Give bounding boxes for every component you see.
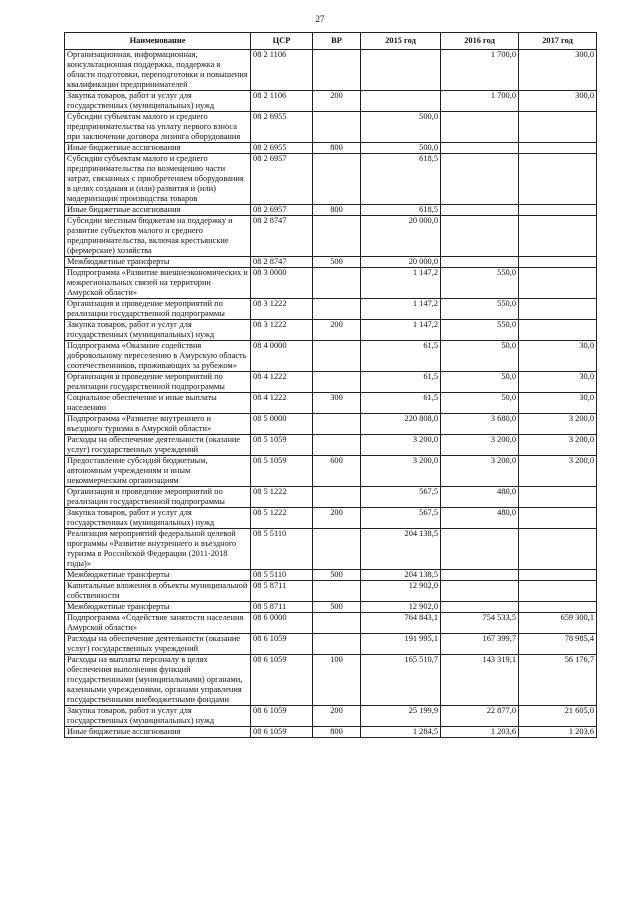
- row-vr-cell: 200: [313, 508, 361, 529]
- row-name-cell: Социальное обеспечение и иные выплаты населению: [65, 393, 251, 414]
- row-csr-cell: 08 5 5110: [251, 529, 313, 570]
- row-name-cell: Подпрограмма «Оказание содействия добровольному переселению в Амурскую область соотечественников, проживающих за рубежом»: [65, 341, 251, 372]
- row-vr-cell: 800: [313, 143, 361, 154]
- row-2016-cell: 550,0: [441, 268, 519, 299]
- row-2017-cell: 300,0: [519, 50, 597, 91]
- header-2016: 2016 год: [441, 33, 519, 50]
- row-2017-cell: [519, 154, 597, 205]
- row-2016-cell: 3 200,0: [441, 456, 519, 487]
- row-vr-cell: 500: [313, 602, 361, 613]
- row-2015-cell: 20 000,0: [361, 216, 441, 257]
- row-2015-cell: 3 200,0: [361, 456, 441, 487]
- row-2017-cell: [519, 529, 597, 570]
- row-vr-cell: 100: [313, 655, 361, 706]
- row-2016-cell: 1 700,0: [441, 50, 519, 91]
- row-vr-cell: [313, 613, 361, 634]
- row-2015-cell: 764 843,1: [361, 613, 441, 634]
- table-row: [65, 372, 597, 393]
- page-number: 27: [315, 14, 325, 24]
- row-2016-cell: 1 700,0: [441, 91, 519, 112]
- row-2015-cell: 204 138,5: [361, 570, 441, 581]
- row-2017-cell: [519, 487, 597, 508]
- row-2016-cell: [441, 216, 519, 257]
- row-2015-cell: 165 510,7: [361, 655, 441, 706]
- row-2016-cell: [441, 602, 519, 613]
- row-2015-cell: [361, 50, 441, 91]
- row-2016-cell: 1 203,6: [441, 727, 519, 738]
- row-2015-cell: 1 284,5: [361, 727, 441, 738]
- row-csr-cell: 08 4 1222: [251, 393, 313, 414]
- row-2017-cell: [519, 570, 597, 581]
- table-row: [65, 727, 597, 738]
- row-2017-cell: [519, 143, 597, 154]
- row-csr-cell: 08 6 0000: [251, 613, 313, 634]
- row-2017-cell: 30,0: [519, 341, 597, 372]
- row-2017-cell: 300,0: [519, 91, 597, 112]
- row-csr-cell: 08 5 8711: [251, 602, 313, 613]
- row-2015-cell: [361, 91, 441, 112]
- row-2017-cell: [519, 299, 597, 320]
- row-vr-cell: [313, 112, 361, 143]
- row-vr-cell: 500: [313, 570, 361, 581]
- table-row: [65, 529, 597, 570]
- row-2015-cell: 220 808,0: [361, 414, 441, 435]
- row-vr-cell: 300: [313, 393, 361, 414]
- table-row: [65, 50, 597, 91]
- row-2015-cell: 1 147,2: [361, 320, 441, 341]
- row-csr-cell: 08 6 1059: [251, 634, 313, 655]
- table-row: [65, 456, 597, 487]
- table-row: [65, 613, 597, 634]
- row-csr-cell: 08 6 1059: [251, 706, 313, 727]
- table-row: [65, 268, 597, 299]
- row-name-cell: Реализация мероприятий федеральной целевой программы «Развитие внутреннего и въездного туризма в Российской Федерации (2011-2018 годы)»: [65, 529, 251, 570]
- row-csr-cell: 08 5 5110: [251, 570, 313, 581]
- table-row: [65, 143, 597, 154]
- row-2016-cell: [441, 112, 519, 143]
- table-row: [65, 154, 597, 205]
- row-csr-cell: 08 3 1222: [251, 320, 313, 341]
- row-2016-cell: 3 680,0: [441, 414, 519, 435]
- row-vr-cell: [313, 414, 361, 435]
- table-row: [65, 299, 597, 320]
- row-name-cell: Расходы на выплаты персоналу в целях обеспечения выполнения функций государственными (муниципальными) органами, казенными учреждениями, органами управления государственными внебюджетными фондами: [65, 655, 251, 706]
- row-name-cell: Закупка товаров, работ и услуг для государственных (муниципальных) нужд: [65, 706, 251, 727]
- table-row: [65, 581, 597, 602]
- header-2015: 2015 год: [361, 33, 441, 50]
- row-vr-cell: [313, 50, 361, 91]
- table-row: [65, 602, 597, 613]
- row-vr-cell: [313, 216, 361, 257]
- row-vr-cell: 500: [313, 257, 361, 268]
- row-name-cell: Иные бюджетные ассигнования: [65, 727, 251, 738]
- row-2016-cell: [441, 143, 519, 154]
- row-2016-cell: [441, 205, 519, 216]
- table-row: [65, 216, 597, 257]
- row-name-cell: Расходы на обеспечение деятельности (оказание услуг) государственных учреждений: [65, 634, 251, 655]
- row-name-cell: Закупка товаров, работ и услуг для государственных (муниципальных) нужд: [65, 91, 251, 112]
- row-vr-cell: 200: [313, 320, 361, 341]
- row-vr-cell: [313, 268, 361, 299]
- row-2015-cell: 12 902,0: [361, 602, 441, 613]
- row-2017-cell: 21 605,0: [519, 706, 597, 727]
- row-2017-cell: 3 200,0: [519, 414, 597, 435]
- header-csr: ЦСР: [251, 33, 313, 50]
- row-2017-cell: [519, 602, 597, 613]
- row-name-cell: Подпрограмма «Содействие занятости населения Амурской области»: [65, 613, 251, 634]
- row-csr-cell: 08 5 1059: [251, 456, 313, 487]
- row-2016-cell: 22 877,0: [441, 706, 519, 727]
- row-name-cell: Предоставление субсидий бюджетным, автономным учреждениям и иным некоммерческим организациям: [65, 456, 251, 487]
- row-vr-cell: [313, 435, 361, 456]
- row-2017-cell: 1 203,6: [519, 727, 597, 738]
- row-name-cell: Иные бюджетные ассигнования: [65, 143, 251, 154]
- row-2016-cell: 754 533,5: [441, 613, 519, 634]
- row-name-cell: Межбюджетные трансферты: [65, 602, 251, 613]
- row-2017-cell: 56 176,7: [519, 655, 597, 706]
- row-2017-cell: [519, 205, 597, 216]
- row-vr-cell: [313, 299, 361, 320]
- row-2015-cell: 618,5: [361, 205, 441, 216]
- row-vr-cell: 200: [313, 706, 361, 727]
- table-row: [65, 487, 597, 508]
- table-row: [65, 112, 597, 143]
- row-vr-cell: 600: [313, 456, 361, 487]
- row-2015-cell: 12 902,0: [361, 581, 441, 602]
- row-vr-cell: [313, 634, 361, 655]
- row-csr-cell: 08 2 1106: [251, 50, 313, 91]
- row-name-cell: Субсидии местным бюджетам на поддержку и развитие субъектов малого и среднего предпринимательства, включая крестьянские (фермерские) хозяйства: [65, 216, 251, 257]
- row-2016-cell: 143 319,1: [441, 655, 519, 706]
- row-vr-cell: 800: [313, 727, 361, 738]
- table-row: [65, 706, 597, 727]
- table-row: [65, 341, 597, 372]
- row-name-cell: Организация и проведение мероприятий по реализации государственной подпрограммы: [65, 372, 251, 393]
- row-2015-cell: 500,0: [361, 112, 441, 143]
- row-2016-cell: 550,0: [441, 299, 519, 320]
- row-vr-cell: [313, 581, 361, 602]
- row-2015-cell: 191 995,1: [361, 634, 441, 655]
- row-2015-cell: 61,5: [361, 341, 441, 372]
- row-2016-cell: 50,0: [441, 393, 519, 414]
- table-row: [65, 414, 597, 435]
- row-2015-cell: 61,5: [361, 393, 441, 414]
- row-name-cell: Субсидии субъектам малого и среднего предпринимательства на уплату первого взноса при заключении договора лизинга оборудования: [65, 112, 251, 143]
- row-2015-cell: 618,5: [361, 154, 441, 205]
- row-2017-cell: 659 300,1: [519, 613, 597, 634]
- row-csr-cell: 08 2 8747: [251, 257, 313, 268]
- table-row: [65, 91, 597, 112]
- row-2016-cell: 167 399,7: [441, 634, 519, 655]
- table-row: [65, 508, 597, 529]
- row-2015-cell: 1 147,2: [361, 299, 441, 320]
- row-2017-cell: 30,0: [519, 372, 597, 393]
- row-vr-cell: 800: [313, 205, 361, 216]
- row-2015-cell: 25 199,9: [361, 706, 441, 727]
- row-2015-cell: 567,5: [361, 487, 441, 508]
- row-csr-cell: 08 2 1106: [251, 91, 313, 112]
- row-csr-cell: 08 2 6957: [251, 205, 313, 216]
- row-2017-cell: 3 200,0: [519, 435, 597, 456]
- row-vr-cell: 200: [313, 91, 361, 112]
- row-vr-cell: [313, 154, 361, 205]
- row-name-cell: Межбюджетные трансферты: [65, 257, 251, 268]
- row-csr-cell: 08 6 1059: [251, 727, 313, 738]
- row-csr-cell: 08 5 8711: [251, 581, 313, 602]
- row-name-cell: Субсидии субъектам малого и среднего предпринимательства по возмещению части затрат, связанных с приобретением оборудования в целях создания и (или) развития и (или) модернизации производства товаров: [65, 154, 251, 205]
- row-name-cell: Закупка товаров, работ и услуг для государственных (муниципальных) нужд: [65, 508, 251, 529]
- row-name-cell: Подпрограмма «Развитие внешнеэкономических и межрегиональных связей на территории Амурской области»: [65, 268, 251, 299]
- row-2017-cell: 3 200,0: [519, 456, 597, 487]
- row-csr-cell: 08 3 1222: [251, 299, 313, 320]
- row-2016-cell: 3 200,0: [441, 435, 519, 456]
- row-name-cell: Организация и проведение мероприятий по реализации государственной подпрограммы: [65, 299, 251, 320]
- row-2016-cell: 50,0: [441, 372, 519, 393]
- row-vr-cell: [313, 341, 361, 372]
- row-2017-cell: [519, 268, 597, 299]
- budget-table: [64, 32, 597, 738]
- table-row: [65, 435, 597, 456]
- row-2017-cell: [519, 112, 597, 143]
- row-csr-cell: 08 5 0000: [251, 414, 313, 435]
- row-2017-cell: [519, 581, 597, 602]
- header-2017: 2017 год: [519, 33, 597, 50]
- row-2015-cell: 500,0: [361, 143, 441, 154]
- row-2016-cell: [441, 154, 519, 205]
- header-vr: ВР: [313, 33, 361, 50]
- row-2016-cell: 480,0: [441, 487, 519, 508]
- row-vr-cell: [313, 529, 361, 570]
- row-name-cell: Межбюджетные трансферты: [65, 570, 251, 581]
- row-csr-cell: 08 5 1059: [251, 435, 313, 456]
- row-csr-cell: 08 4 1222: [251, 372, 313, 393]
- table-row: [65, 320, 597, 341]
- row-2017-cell: [519, 508, 597, 529]
- row-2017-cell: 78 985,4: [519, 634, 597, 655]
- row-2016-cell: [441, 581, 519, 602]
- table-row: [65, 655, 597, 706]
- table-row: [65, 205, 597, 216]
- table-header-row: [65, 33, 597, 50]
- row-csr-cell: 08 6 1059: [251, 655, 313, 706]
- row-csr-cell: 08 5 1222: [251, 508, 313, 529]
- table-row: [65, 257, 597, 268]
- header-name: Наименование: [65, 33, 251, 50]
- row-2016-cell: [441, 570, 519, 581]
- table-row: [65, 634, 597, 655]
- row-name-cell: Закупка товаров, работ и услуг для государственных (муниципальных) нужд: [65, 320, 251, 341]
- row-csr-cell: 08 4 0000: [251, 341, 313, 372]
- row-csr-cell: 08 2 6957: [251, 154, 313, 205]
- row-2015-cell: 567,5: [361, 508, 441, 529]
- row-2016-cell: [441, 529, 519, 570]
- row-2016-cell: 50,0: [441, 341, 519, 372]
- table-row: [65, 393, 597, 414]
- row-2015-cell: 20 000,0: [361, 257, 441, 268]
- row-2015-cell: 204 138,5: [361, 529, 441, 570]
- table-row: [65, 570, 597, 581]
- row-vr-cell: [313, 487, 361, 508]
- row-vr-cell: [313, 372, 361, 393]
- row-name-cell: Организация и проведение мероприятий по реализации государственной подпрограммы: [65, 487, 251, 508]
- row-2016-cell: 480,0: [441, 508, 519, 529]
- row-csr-cell: 08 2 6955: [251, 143, 313, 154]
- row-2016-cell: [441, 257, 519, 268]
- row-name-cell: Иные бюджетные ассигнования: [65, 205, 251, 216]
- row-2015-cell: 1 147,2: [361, 268, 441, 299]
- row-2017-cell: 30,0: [519, 393, 597, 414]
- row-csr-cell: 08 2 6955: [251, 112, 313, 143]
- row-name-cell: Расходы на обеспечение деятельности (оказание услуг) государственных учреждений: [65, 435, 251, 456]
- row-name-cell: Подпрограмма «Развитие внутреннего и въездного туризма в Амурской области»: [65, 414, 251, 435]
- row-2017-cell: [519, 257, 597, 268]
- row-csr-cell: 08 5 1222: [251, 487, 313, 508]
- row-2015-cell: 3 200,0: [361, 435, 441, 456]
- row-name-cell: Организационная, информационная, консультационная поддержка, поддержка в области подготовки, переподготовки и повышения квалификации предпринимателей: [65, 50, 251, 91]
- row-2017-cell: [519, 320, 597, 341]
- row-name-cell: Капитальные вложения в объекты муниципальной собственности: [65, 581, 251, 602]
- row-2016-cell: 550,0: [441, 320, 519, 341]
- row-2017-cell: [519, 216, 597, 257]
- row-csr-cell: 08 2 8747: [251, 216, 313, 257]
- row-2015-cell: 61,5: [361, 372, 441, 393]
- row-csr-cell: 08 3 0000: [251, 268, 313, 299]
